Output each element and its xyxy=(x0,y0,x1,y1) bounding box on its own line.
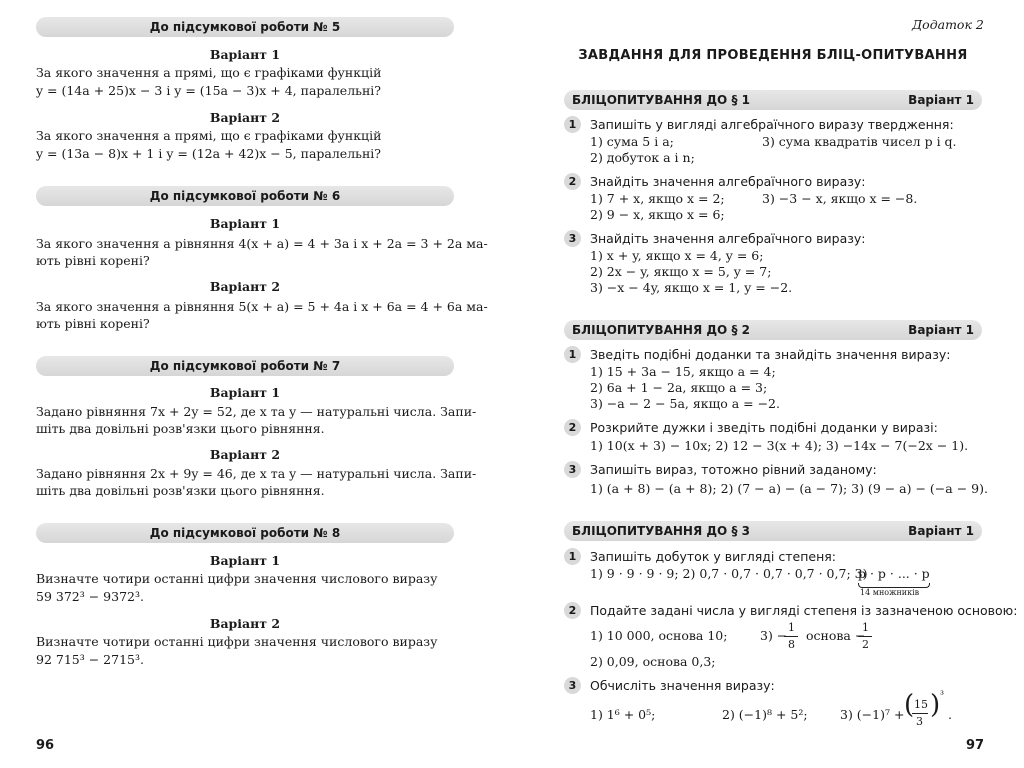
right-page xyxy=(512,0,1024,768)
page-title: ЗАВДАННЯ ДЛЯ ПРОВЕДЕННЯ БЛІЦ-ОПИТУВАННЯ xyxy=(578,48,968,63)
paren-left: ( xyxy=(904,690,915,720)
task-number-badge: 3 xyxy=(564,677,581,694)
appendix-label: Додаток 2 xyxy=(912,17,984,32)
task-title: Запишіть вираз, тотожно рівний заданому: xyxy=(590,462,877,477)
task-text: 92 715³ − 2715³. xyxy=(36,652,144,667)
task-number-badge: 1 xyxy=(564,346,581,363)
task-text: Задано рівняння 2x + 9y = 46, де x та y — натуральні числа. Запи- xyxy=(36,466,477,481)
section-header-label: БЛІЦОПИТУВАННЯ ДО § 1 xyxy=(572,93,750,107)
variant-label: Варіант 1 xyxy=(908,323,974,337)
task-item: 2) 6a + 1 − 2a, якщо a = 3; xyxy=(590,380,768,395)
task-number-badge: 1 xyxy=(564,548,581,565)
section-header xyxy=(36,186,454,206)
section-header xyxy=(36,356,454,376)
task-item: 3) −3 − x, якщо x = −8. xyxy=(762,191,918,206)
brace-label: 14 множників xyxy=(860,588,920,597)
task-item: 2) 9 − x, якщо x = 6; xyxy=(590,207,725,222)
fraction-denominator: 8 xyxy=(788,638,795,651)
section-header xyxy=(564,521,982,541)
section-header-label: БЛІЦОПИТУВАННЯ ДО § 2 xyxy=(572,323,750,337)
task-item: 1) 7 + x, якщо x = 2; xyxy=(590,191,725,206)
task-item: 1) 1⁶ + 0⁵; xyxy=(590,707,656,722)
variant-title: Варіант 1 xyxy=(209,216,281,231)
task-item: 1) сума 5 і a; xyxy=(590,134,674,149)
task-number-badge: 2 xyxy=(564,173,581,190)
task-title: Зведіть подібні доданки та знайдіть значення виразу: xyxy=(590,347,951,362)
braced-product: p · p · ... · p xyxy=(858,566,930,581)
fraction-numerator: 1 xyxy=(788,621,795,634)
task-text: ють рівні корені? xyxy=(36,316,150,331)
page-number: 96 xyxy=(36,738,55,753)
task-title: Обчисліть значення виразу: xyxy=(590,678,775,693)
left-page xyxy=(0,0,490,768)
fraction-numerator: 15 xyxy=(914,698,928,711)
task-item: 1) 9 · 9 · 9 · 9; 2) 0,7 · 0,7 · 0,7 · 0,7 · 0,7; 3) xyxy=(590,566,868,581)
task-number-badge: 2 xyxy=(564,419,581,436)
task-title: Розкрийте дужки і зведіть подібні доданки у виразі: xyxy=(590,420,938,435)
section-header-label: До підсумкової роботи № 6 xyxy=(149,189,341,203)
task-item: 1) (a + 8) − (a + 8); 2) (7 − a) − (a − 7); 3) (9 − a) − (−a − 9). xyxy=(590,481,988,496)
task-text: Визначте чотири останні цифри значення числового виразу xyxy=(36,634,438,649)
task-text: За якого значення a рівняння 4(x + a) = 4 + 3a і x + 2a = 3 + 2a ма- xyxy=(36,236,488,251)
variant-label: Варіант 1 xyxy=(908,93,974,107)
task-text: 59 372³ − 9372³. xyxy=(36,589,144,604)
task-text: За якого значення a прямі, що є графіками функцій xyxy=(36,65,382,80)
variant-title: Варіант 2 xyxy=(209,447,281,462)
task-title: Знайдіть значення алгебраїчного виразу: xyxy=(590,231,866,246)
task-title: Знайдіть значення алгебраїчного виразу: xyxy=(590,174,866,189)
section-header xyxy=(564,320,982,340)
task-item: основа − xyxy=(806,628,866,643)
task-number-badge: 1 xyxy=(564,116,581,133)
section-header-label: До підсумкової роботи № 7 xyxy=(149,359,341,373)
task-item-prefix: 3) − xyxy=(760,628,788,643)
task-number-badge: 3 xyxy=(564,230,581,247)
page-number: 97 xyxy=(966,738,985,753)
section-header-label: До підсумкової роботи № 8 xyxy=(149,526,341,540)
section-header-label: БЛІЦОПИТУВАННЯ ДО § 3 xyxy=(572,524,750,538)
task-item: 2) 0,09, основа 0,3; xyxy=(590,654,716,669)
period: . xyxy=(948,707,952,722)
task-text: шіть два довільні розв'язки цього рівняння. xyxy=(36,421,325,436)
section-header xyxy=(36,523,454,543)
task-title: Подайте задані числа у вигляді степеня із зазначеною основою: xyxy=(590,603,1018,618)
task-text: y = (13a − 8)x + 1 і y = (12a + 42)x − 5, паралельні? xyxy=(36,146,381,161)
task-item: 2) (−1)⁸ + 5²; xyxy=(722,707,808,722)
task-item: 1) 15 + 3a − 15, якщо a = 4; xyxy=(590,364,776,379)
task-text: шіть два довільні розв'язки цього рівняння. xyxy=(36,483,325,498)
task-item: 3) сума квадратів чисел p і q. xyxy=(762,134,957,149)
section-header xyxy=(36,17,454,37)
task-item: 3) (−1)⁷ + xyxy=(840,707,905,722)
task-item: 3) −x − 4y, якщо x = 1, y = −2. xyxy=(590,280,793,295)
variant-title: Варіант 2 xyxy=(209,279,281,294)
exponent: ³ xyxy=(940,690,945,701)
task-text: ють рівні корені? xyxy=(36,253,150,268)
task-text: Задано рівняння 7x + 2y = 52, де x та y — натуральні числа. Запи- xyxy=(36,404,477,419)
section-header-label: До підсумкової роботи № 5 xyxy=(149,20,341,34)
task-item: 3) −a − 2 − 5a, якщо a = −2. xyxy=(590,396,780,411)
fraction-numerator: 1 xyxy=(862,621,869,634)
task-title: Запишіть добуток у вигляді степеня: xyxy=(590,549,836,564)
section-header xyxy=(564,90,982,110)
task-item: 2) 2x − y, якщо x = 5, y = 7; xyxy=(590,264,772,279)
task-number-badge: 2 xyxy=(564,602,581,619)
task-text: Визначте чотири останні цифри значення числового виразу xyxy=(36,571,438,586)
fraction-denominator: 3 xyxy=(916,715,923,728)
task-text: За якого значення a рівняння 5(x + a) = 5 + 4a і x + 6a = 4 + 6a ма- xyxy=(36,299,488,314)
task-item: 1) 10(x + 3) − 10x; 2) 12 − 3(x + 4); 3) −14x − 7(−2x − 1). xyxy=(590,438,969,453)
variant-title: Варіант 1 xyxy=(209,47,281,62)
variant-title: Варіант 2 xyxy=(209,110,281,125)
task-item: 1) 10 000, основа 10; xyxy=(590,628,728,643)
task-item: 2) добуток a і n; xyxy=(590,150,695,165)
variant-title: Варіант 2 xyxy=(209,616,281,631)
variant-title: Варіант 1 xyxy=(209,553,281,568)
task-text: y = (14a + 25)x − 3 і y = (15a − 3)x + 4, паралельні? xyxy=(36,83,381,98)
fraction-denominator: 2 xyxy=(862,638,869,651)
variant-label: Варіант 1 xyxy=(908,524,974,538)
task-number-badge: 3 xyxy=(564,461,581,478)
task-item: 1) x + y, якщо x = 4, y = 6; xyxy=(590,248,764,263)
task-title: Запишіть у вигляді алгебраїчного виразу твердження: xyxy=(590,117,954,132)
task-text: За якого значення a прямі, що є графіками функцій xyxy=(36,128,382,143)
paren-right: ) xyxy=(930,690,941,720)
variant-title: Варіант 1 xyxy=(209,385,281,400)
